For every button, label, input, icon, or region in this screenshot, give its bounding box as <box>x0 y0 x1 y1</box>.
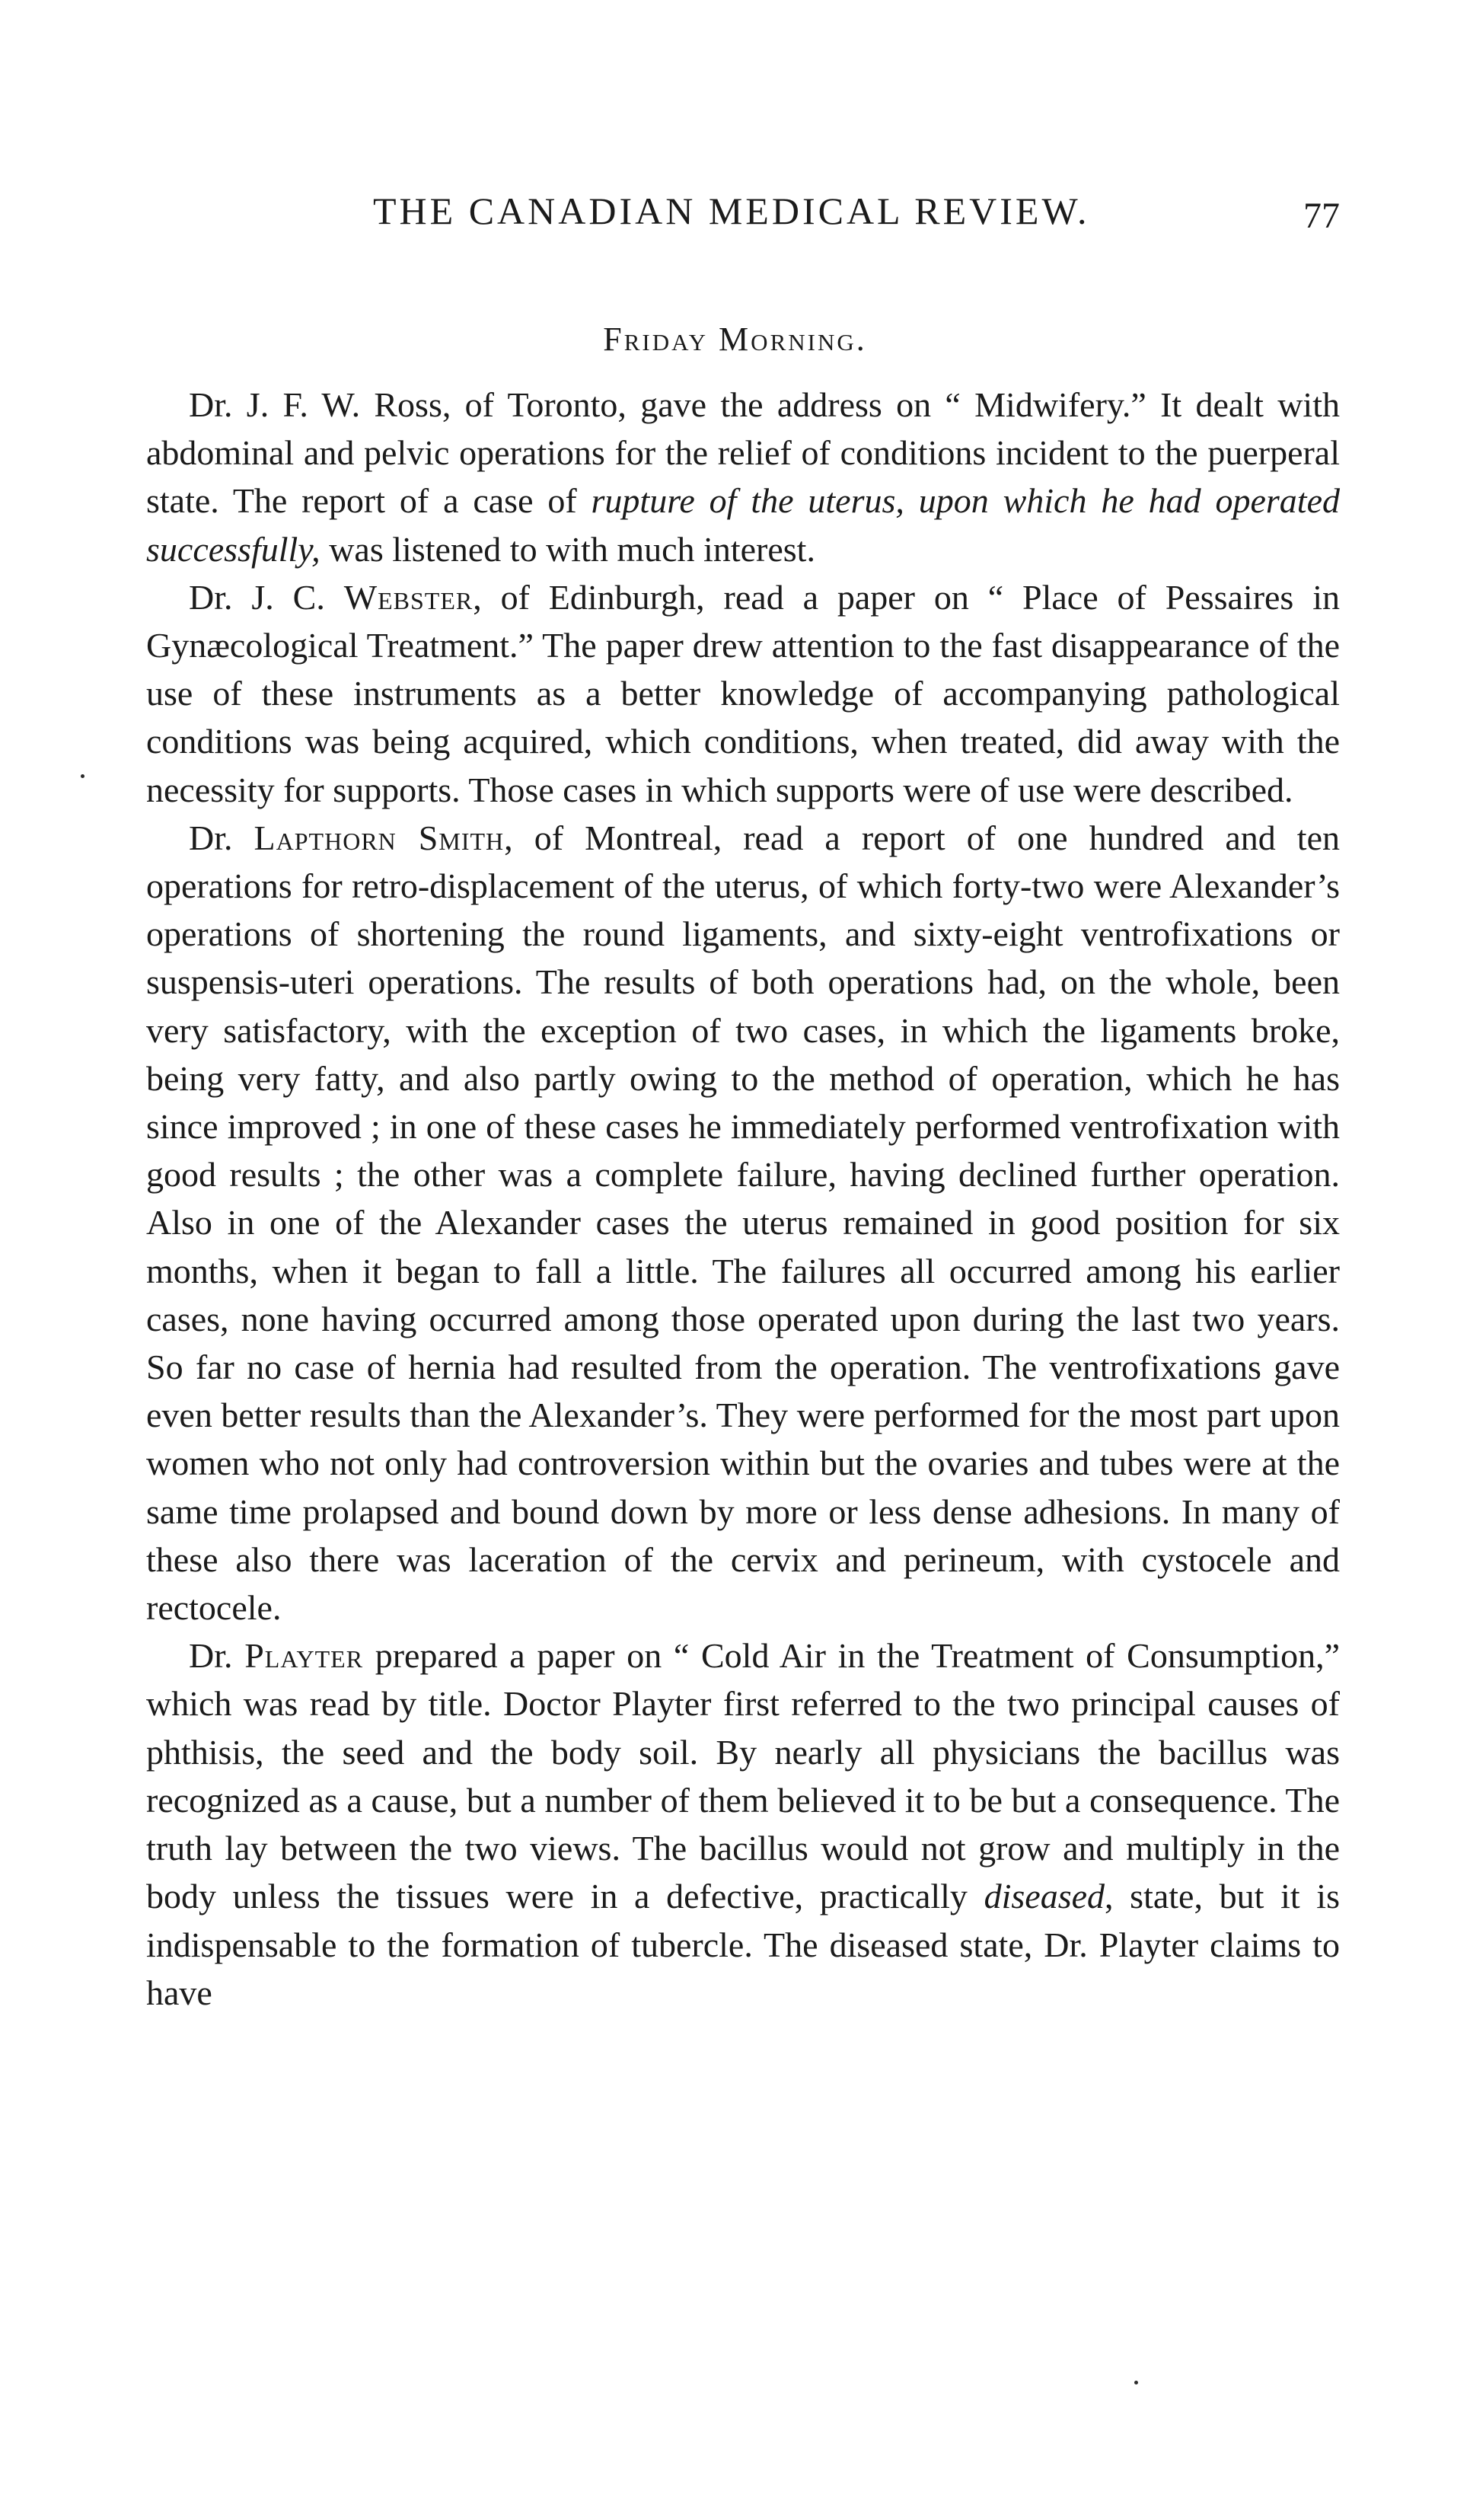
paragraph-text: prepared a paper on “ Cold Air in the Treatment of Consumption,” which was read by title. Doctor Playter first referred to the two principal causes of phthisis, the seed and the body soil. By nearly all physicians the bacillus was recognized as a cause, but a number of them believed it to be but a consequence. The truth lay between the two views. The bacillus would not grow and multiply in the body unless the tissues were in a defective, practically <box>146 1636 1340 1916</box>
paragraph-text: , state, but it is indispensable to the formation of tubercle. The diseased state, Dr. Playter claims to have <box>146 1877 1340 2012</box>
print-speck <box>1134 2381 1138 2384</box>
paragraph-text: , of Edinburgh, read a paper on “ Place of Pessaires in Gynæcological Treatment.” The paper drew attention to the fast disappearance of the use of these instruments as a better knowledge of accompanying pathological conditions was being acquired, which conditions, when treated, did away with the necessity for supports. Those cases in which supports were of use were described. <box>146 577 1340 809</box>
section-heading: Friday Morning. <box>603 321 867 358</box>
paragraph-lead: Dr. <box>189 818 254 857</box>
author-name: Playter <box>244 1636 364 1676</box>
paragraph-ross <box>146 381 1340 573</box>
author-name: Webster <box>343 577 474 617</box>
article-body <box>146 381 1340 2017</box>
paragraph-text: , of Montreal, read a report of one hundred and ten operations for retro-displacement of the uterus, of which forty-two were Alexander’s operations of shortening the round ligaments, and sixty-eight ventrofixations or suspensis-uteri operations. The results of both operations had, on the whole, been very satisfactory, with the exception of two cases, in which the ligaments broke, being very fatty, and also partly owing to the method of operation, which he has since improved ; in one of these cases he immediately performed ventrofixation with good results ; the other was a complete failure, having declined further operation. Also in one of the Alexander cases the uterus remained in good position for six months, when it began to fall a little. The failures all occurred among his earlier cases, none having occurred among those operated upon during the last two years. So far no case of hernia had resulted from the operation. The ventrofixations gave even better results than the Alexander’s. They were performed for the most part upon women who not only had controversion within but the ovaries and tubes were at the same time prolapsed and bound down by more or less dense adhesions. In many of these also there was laceration of the cervix and perineum, with cystocele and rectocele. <box>146 818 1341 1628</box>
paragraph-lead: Dr. J. C. <box>189 577 344 617</box>
author-name: Lapthorn Smith <box>254 818 505 857</box>
running-head <box>145 189 1340 250</box>
journal-title: THE CANADIAN MEDICAL REVIEW. <box>373 190 1090 232</box>
paragraph-playter <box>146 1632 1340 2017</box>
italic-word: diseased <box>984 1877 1105 1916</box>
page-number: 77 <box>1303 196 1340 236</box>
paragraph-webster <box>146 573 1340 814</box>
print-speck <box>81 774 85 778</box>
italic-phrase: rupture of the uterus, upon which he had operated successfully, <box>146 481 1340 569</box>
paragraph-text: was listened to with much interest. <box>320 529 815 569</box>
paragraph-lead: Dr. <box>189 1636 245 1676</box>
paragraph-lapthorn-smith <box>146 814 1340 1632</box>
paragraph-text: Dr. J. F. W. Ross, of Toronto, gave the address on “ Midwifery.” It dealt with abdominal and pelvic operations for the relief of conditions incident to the puerperal state. The report of a case of <box>146 385 1340 521</box>
